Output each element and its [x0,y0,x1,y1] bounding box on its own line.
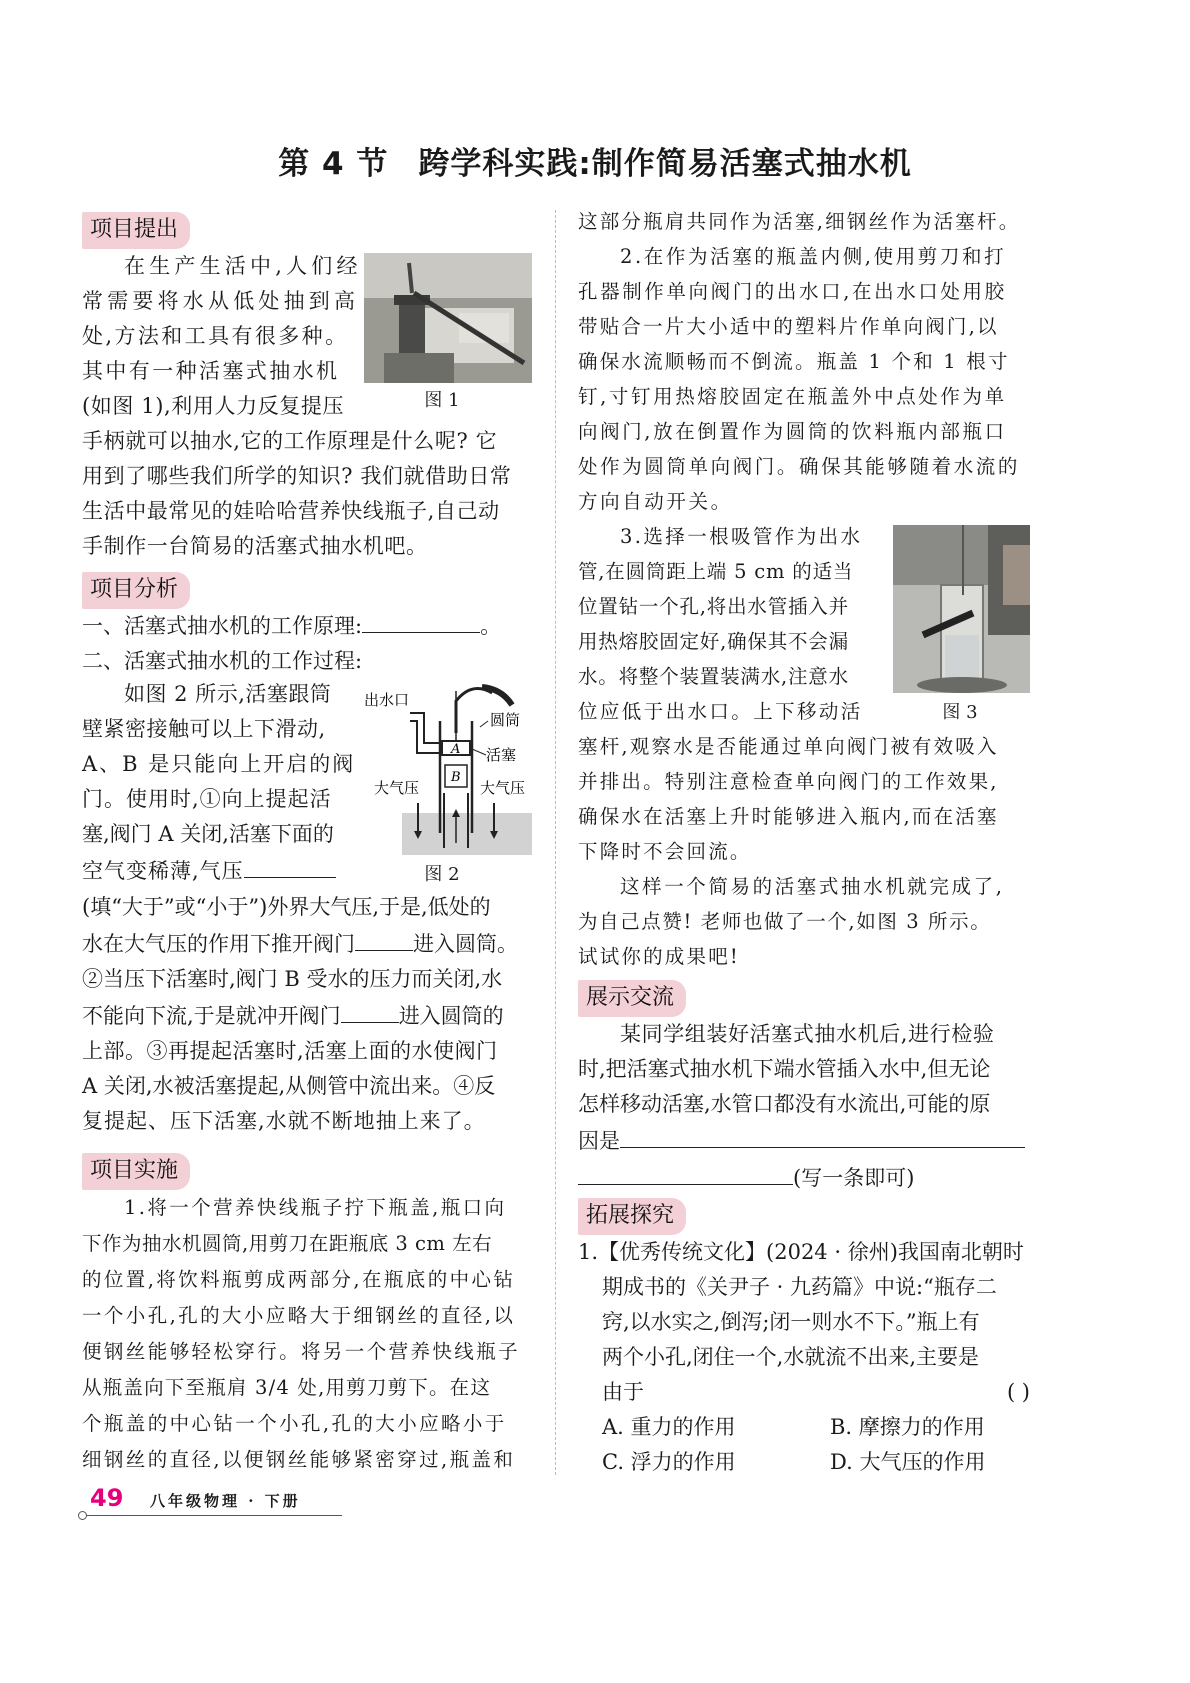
section-title: 跨学科实践:制作简易活塞式抽水机 [418,146,912,182]
label-a: A [451,742,461,757]
text-line: 确保水在活塞上升时能够进入瓶内,而在活塞 [578,805,999,828]
text-line: 塞杆,观察水是否能通过单向阀门被有效吸入 [578,735,999,758]
question-stem: 1.【优秀传统文化】(2024 · 徐州)我国南北朝时 [578,1240,1024,1264]
option-a[interactable]: A. 重力的作用 [602,1415,736,1439]
text-line: 某同学组装好活塞式抽水机后,进行检验 [620,1022,995,1046]
text-line: 方向自动开关。 [578,490,733,513]
text-line: 管,在圆筒距上端 5 cm 的适当 [578,560,854,583]
text-line: 水。将整个装置装满水,注意水 [578,665,849,688]
text-line: 孔器制作单向阀门的出水口,在出水口处用胶 [578,280,1007,303]
text-line: 下作为抽水机圆筒,用剪刀在距瓶底 3 cm 左右 [82,1232,493,1255]
text-line: 3.选择一根吸管作为出水 [620,525,863,548]
label-outlet: 出水口 [364,691,410,709]
label-piston: 活塞 [486,746,517,764]
question-1 [578,1238,1030,1476]
text-line: 这部分瓶肩共同作为活塞,细钢丝作为活塞杆。 [578,210,1021,233]
analysis-process-heading: 二、活塞式抽水机的工作过程: [82,649,363,673]
text-line: 便钢丝能够轻松穿行。将另一个营养快线瓶子 [82,1340,521,1363]
text-line: 两个小孔,闭住一个,水就流不出来,主要是 [602,1345,980,1369]
text-line: 窍,以水实之,倒泻;闭一则水不下。”瓶上有 [602,1310,980,1334]
section-number: 第 4 节 [278,146,389,182]
text-line: 钉,寸钉用热熔胶固定在瓶盖外中点处作为单 [578,385,1007,408]
option-c[interactable]: C. 浮力的作用 [602,1450,736,1474]
text-line: 门。使用时,①向上提起活 [82,787,332,811]
text-line: 不能向下流,于是就冲开阀门 进入圆筒的 [82,1000,518,1030]
label-cylinder: 圆筒 [490,711,521,729]
text-line: 位应低于出水口。上下移动活 [578,700,863,723]
text-line: 空气变稀薄,气压 [82,855,355,885]
answer-blank[interactable] [341,1000,399,1023]
text-line: 一个小孔,孔的大小应略大于细钢丝的直径,以 [82,1304,516,1327]
figure-2-caption: 图 2 [424,864,460,885]
page-title [0,138,1190,183]
text-line: 为自己点赞! 老师也做了一个,如图 3 所示。 [578,910,992,933]
label-b: B [451,770,461,785]
text-line: 并排出。特别注意检查单向阀门的工作效果, [578,770,999,793]
section-heading: 项目实施 [82,1153,190,1190]
options-row [578,1413,1030,1441]
label-atm-left: 大气压 [374,779,420,797]
answer-blank[interactable] [620,1125,1025,1148]
answer-blank[interactable] [362,610,480,633]
step3-paragraph-cont [578,733,1005,971]
pump-diagram [362,683,534,858]
text-line: 生活中最常见的娃哈哈营养快线瓶子,自己动 [82,499,500,523]
text-line: 试试你的成果吧! [578,945,740,968]
section-heading: 展示交流 [578,980,686,1017]
column-divider [555,210,556,1475]
analysis-lines [82,610,501,675]
footer-dot [78,1511,87,1520]
figure-3-photo [893,525,1030,693]
text-line: 手制作一台简易的活塞式抽水机吧。 [82,534,428,558]
text-line: 壁紧密接触可以上下滑动, [82,717,326,741]
text-line: 时,把活塞式抽水机下端水管插入水中,但无论 [578,1057,991,1081]
text-line: 用到了哪些我们所学的知识? 我们就借助日常 [82,464,512,488]
answer-paren[interactable]: ( ) [1006,1380,1030,1404]
answer-blank[interactable] [355,928,413,951]
intro-paragraph [82,252,512,560]
footer-rule [82,1515,342,1516]
text-line: 个瓶盖的中心钻一个小孔,孔的大小应略小于 [82,1412,507,1435]
text-line: 由于 ( ) [602,1380,1030,1404]
text-line: 的位置,将饮料瓶剪成两部分,在瓶底的中心钻 [82,1268,516,1291]
text-line: 2.在作为活塞的瓶盖内侧,使用剪刀和打 [620,245,1007,268]
text-line: 期成书的《关尹子 · 九药篇》中说:“瓶存二 [602,1275,997,1299]
text-line: 下降时不会回流。 [578,840,752,863]
text-line: 复提起、压下活塞,水就不断地抽上来了。 [82,1109,486,1133]
text-line: (写一条即可) [578,1162,1025,1192]
text-line: 向阀门,放在倒置作为圆筒的饮料瓶内部瓶口 [578,420,1007,443]
text-line: A、B 是只能向上开启的阀 [82,752,356,776]
text-line: 处,方法和工具有很多种。 [82,324,349,348]
section-heading: 拓展探究 [578,1198,686,1235]
figure-3-caption: 图 3 [942,702,978,723]
text-line: 用热熔胶固定好,确保其不会漏 [578,630,849,653]
analysis-principle: 一、活塞式抽水机的工作原理: 。 [82,610,501,640]
text-line: 如图 2 所示,活塞跟筒 [124,682,332,706]
text-line: 1.将一个营养快线瓶子拧下瓶盖,瓶口向 [124,1196,507,1219]
text-line: 从瓶盖向下至瓶肩 3/4 处,用剪刀剪下。在这 [82,1376,492,1399]
show-paragraph [578,1020,1025,1192]
text-line: 水在大气压的作用下推开阀门 进入圆筒。 [82,928,518,958]
text-line: 细钢丝的直径,以便钢丝能够紧密穿过,瓶盖和 [82,1448,516,1471]
figure-2-diagram [362,683,534,858]
process-paragraph-cont [82,893,518,1135]
homemade-pump-photo [893,525,1030,693]
text-line: 其中有一种活塞式抽水机 [82,359,340,383]
text-line: 常需要将水从低处抽到高 [82,289,360,313]
text-line: 在生产生活中,人们经 [124,254,362,278]
label-atm-right: 大气压 [480,779,526,797]
text-line: A 关闭,水被活塞提起,从侧管中流出来。④反 [82,1074,496,1098]
page-number: 49 [90,1484,124,1512]
text-line: 处作为圆筒单向阀门。确保其能够随着水流的 [578,455,1021,478]
text-line: 带贴合一片大小适中的塑料片作单向阀门,以 [578,315,999,338]
text-line: 位置钻一个孔,将出水管插入并 [578,595,849,618]
right-top-paragraph [578,208,1020,516]
option-d[interactable]: D. 大气压的作用 [830,1450,986,1474]
answer-blank[interactable] [244,855,336,878]
text-line: 塞,阀门 A 关闭,活塞下面的 [82,822,334,846]
answer-blank[interactable] [578,1162,793,1185]
section-heading: 项目提出 [82,212,190,249]
implementation-paragraph [82,1194,520,1474]
text-line: 上部。③再提起活塞时,活塞上面的水使阀门 [82,1039,498,1063]
step3-paragraph [578,523,863,726]
text-line: 手柄就可以抽水,它的工作原理是什么呢? 它 [82,429,498,453]
text-line: ②当压下活塞时,阀门 B 受水的压力而关闭,水 [82,967,503,991]
process-paragraph [82,680,355,885]
text-line: 确保水流顺畅而不倒流。瓶盖 1 个和 1 根寸 [578,350,1010,373]
book-title: 八年级物理 · 下册 [150,1492,301,1510]
figure-1-caption: 图 1 [424,390,460,411]
text-line: (如图 1),利用人力反复提压 [82,394,345,418]
text-line: 这样一个简易的活塞式抽水机就完成了, [620,875,1005,898]
options-row [578,1448,1030,1476]
option-b[interactable]: B. 摩擦力的作用 [830,1415,985,1439]
section-heading: 项目分析 [82,572,190,609]
text-line: (填“大于”或“小于”)外界大气压,于是,低处的 [82,895,491,919]
text-line: 怎样移动活塞,水管口都没有水流出,可能的原 [578,1092,991,1116]
text-line: 因是 [578,1125,1025,1155]
